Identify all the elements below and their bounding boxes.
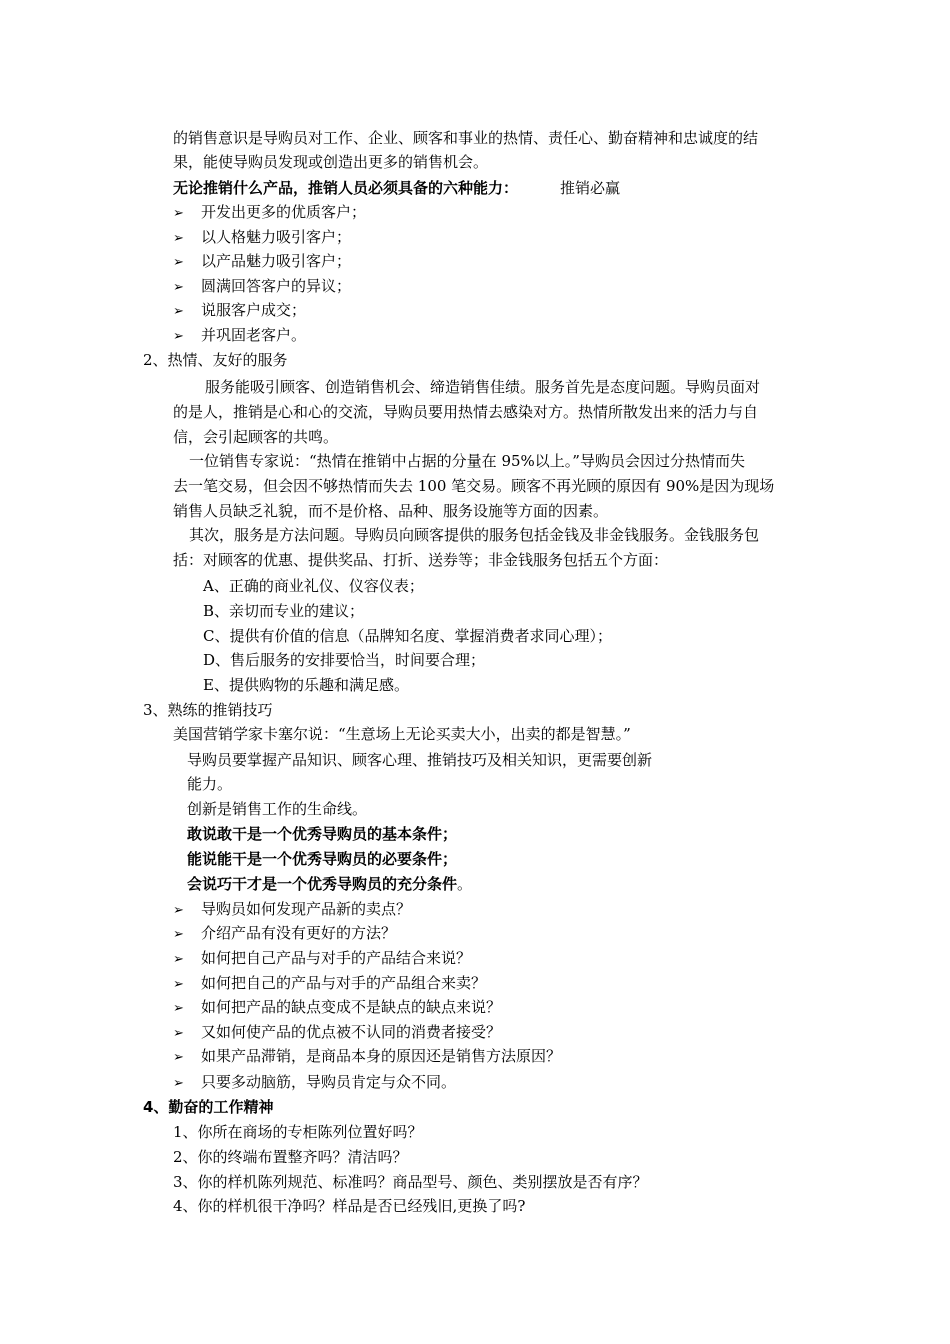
list-item: ➢ 如何把自己的产品与对手的产品组合来卖？: [173, 971, 486, 995]
list-item: C、提供有价值的信息（品牌知名度、掌握消费者求同心理）；: [203, 627, 612, 645]
list-item: 4、你的样机很干净吗？样品是否已经残旧,更换了吗?: [173, 1197, 526, 1215]
list-item: ➢ 说服客户成交；: [173, 298, 306, 322]
bold-statement-row: 会说巧干才是一个优秀导购员的充分条件。: [187, 875, 473, 893]
arrow-bullet-icon: ➢: [173, 952, 184, 967]
arrow-bullet-icon: ➢: [173, 304, 184, 319]
paragraph-line: 能力。: [187, 775, 233, 793]
paragraph-line: 的是人，推销是心和心的交流，导购员要用热情去感染对方。热情所散发出来的活力与自: [173, 403, 759, 421]
bold-statement: 会说巧干才是一个优秀导购员的充分条件: [187, 875, 458, 893]
list-item: ➢ 开发出更多的优质客户；: [173, 200, 366, 224]
intro-line-1: 的销售意识是导购员对工作、企业、顾客和事业的热情、责任心、勤奋精神和忠诚度的结: [173, 129, 759, 147]
section-heading: 3、熟练的推销技巧: [143, 701, 273, 719]
intro-line-2: 果，能使导购员发现或创造出更多的销售机会。: [173, 153, 489, 171]
ability-tag: 推销必赢: [560, 179, 621, 197]
bold-statement: 能说能干是一个优秀导购员的必要条件；: [187, 850, 458, 868]
list-item: 2、你的终端布置整齐吗？清洁吗？: [173, 1148, 408, 1166]
arrow-bullet-icon: ➢: [173, 206, 184, 221]
list-item: ➢ 以人格魅力吸引客户；: [173, 225, 351, 249]
list-item: ➢ 介绍产品有没有更好的方法？: [173, 921, 396, 945]
list-item: ➢ 又如何使产品的优点被不认同的消费者接受？: [173, 1020, 501, 1044]
arrow-bullet-icon: ➢: [173, 927, 184, 942]
list-item: B、亲切而专业的建议；: [203, 602, 365, 620]
list-item: ➢ 圆满回答客户的异议；: [173, 274, 351, 298]
bold-statement: 敢说敢干是一个优秀导购员的基本条件；: [187, 825, 458, 843]
list-item: ➢ 导购员如何发现产品新的卖点？: [173, 897, 411, 921]
paragraph-line: 服务能吸引顾客、创造销售机会、缔造销售佳绩。服务首先是态度问题。导购员面对: [205, 378, 761, 396]
list-item: ➢ 以产品魅力吸引客户；: [173, 249, 351, 273]
arrow-bullet-icon: ➢: [173, 329, 184, 344]
list-item: A、正确的商业礼仪、仪容仪表；: [203, 577, 424, 595]
paragraph-line: 信，会引起顾客的共鸣。: [173, 428, 339, 446]
ability-heading-row: [173, 176, 620, 200]
paragraph-line: 创新是销售工作的生命线。: [187, 800, 368, 818]
arrow-bullet-icon: ➢: [173, 1001, 184, 1016]
list-item: ➢ 并巩固老客户。: [173, 323, 306, 347]
arrow-bullet-icon: ➢: [173, 1026, 184, 1041]
paragraph-line: 导购员要掌握产品知识、顾客心理、推销技巧及相关知识，更需要创新: [187, 751, 653, 769]
list-item: ➢ 如果产品滞销，是商品本身的原因还是销售方法原因？: [173, 1044, 561, 1068]
arrow-bullet-icon: ➢: [173, 1050, 184, 1065]
arrow-bullet-icon: ➢: [173, 280, 184, 295]
arrow-bullet-icon: ➢: [173, 255, 184, 270]
list-item: ➢ 如何把产品的缺点变成不是缺点的缺点来说？: [173, 995, 501, 1019]
paragraph-line: 其次，服务是方法问题。导购员向顾客提供的服务包括金钱及非金钱服务。金钱服务包: [189, 526, 760, 544]
list-item: ➢ 如何把自己产品与对手的产品结合来说？: [173, 946, 471, 970]
list-item: 1、你所在商场的专柜陈列位置好吗？: [173, 1123, 423, 1141]
paragraph-line: 一位销售专家说：“热情在推销中占据的分量在 95%以上。”导购员会因过分热情而失: [189, 452, 745, 470]
arrow-bullet-icon: ➢: [173, 231, 184, 246]
list-item: 3、你的样机陈列规范、标准吗？商品型号、颜色、类别摆放是否有序？: [173, 1173, 648, 1191]
list-item: E、提供购物的乐趣和满足感。: [203, 676, 409, 694]
section-heading: 4、勤奋的工作精神: [143, 1098, 274, 1116]
arrow-bullet-icon: ➢: [173, 1076, 184, 1091]
list-item: ➢ 只要多动脑筋，导购员肯定与众不同。: [173, 1070, 456, 1094]
ability-heading: 无论推销什么产品，推销人员必须具备的六种能力：: [173, 179, 519, 197]
paragraph-line: 销售人员缺乏礼貌，而不是价格、品种、服务设施等方面的因素。: [173, 502, 609, 520]
list-item: D、售后服务的安排要恰当，时间要合理；: [203, 651, 486, 669]
paragraph-line: 括：对顾客的优惠、提供奖品、打折、送券等；非金钱服务包括五个方面：: [173, 551, 669, 569]
quote-line: 美国营销学家卡塞尔说：“生意场上无论买卖大小，出卖的都是智慧。”: [173, 725, 631, 743]
arrow-bullet-icon: ➢: [173, 903, 184, 918]
arrow-bullet-icon: ➢: [173, 977, 184, 992]
section-heading: 2、热情、友好的服务: [143, 351, 288, 369]
paragraph-line: 去一笔交易，但会因不够热情而失去 100 笔交易。顾客不再光顾的原因有 90%是因为现场: [173, 477, 775, 495]
